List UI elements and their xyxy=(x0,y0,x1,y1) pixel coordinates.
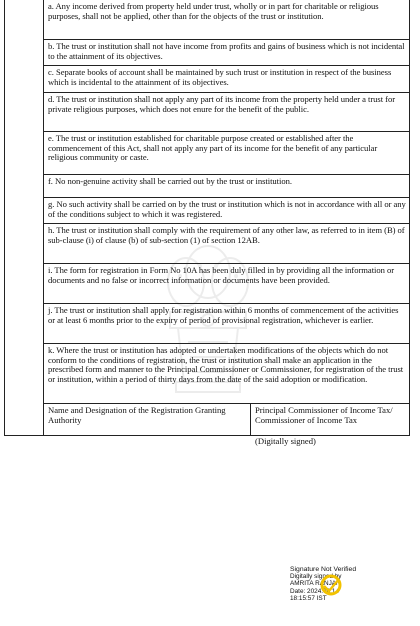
condition-b xyxy=(44,40,410,66)
condition-e xyxy=(44,132,410,175)
condition-text: d. The trust or institution shall not apply any part of its income from the property held under a trust for private religious purposes, which does not enure for the benefit of the public. xyxy=(48,94,396,114)
condition-i xyxy=(44,264,410,304)
condition-text: h. The trust or institution shall comply with the requirement of any other law, as referred to in item (B) of sub-clause (i) of clause (b) of sub-section (1) of section 12AB. xyxy=(48,225,405,245)
condition-text: g. No such activity shall be carried on by the trust or institution which is not in accordance with all or any of the conditions subject to which it was registered. xyxy=(48,199,406,219)
condition-text: b. The trust or institution shall not have income from profits and gains of business which is not incidental to the attainment of its objectives. xyxy=(48,41,405,61)
condition-text: j. The trust or institution shall apply for registration within 6 months of commencement of the activities or at least 6 months prior to the expiry of period of provisional registration, whichever is earlier. xyxy=(48,305,399,325)
digital-signature-block[interactable] xyxy=(290,566,410,602)
signer-name: AMRITA RANJAN xyxy=(290,580,341,588)
authority-designation-cell xyxy=(255,406,407,447)
condition-text: e. The trust or institution established for charitable purpose created or established after the commencement of this Act, shall not apply any part of its income for the benefit of any particular religious community or caste. xyxy=(48,133,378,163)
condition-text: k. Where the trust or institution has adopted or undertaken modifications of the objects which do not conform to the conditions of registration, the trust or institution shall make an application in the prescribed form and manner to the Principal Commissioner or Commissioner, for registration of the trust or institution, within a period of thirty days from the date of the said adoption or modification. xyxy=(48,345,404,384)
condition-text: i. The form for registration in Form No 10A has been duly filled in by providing all the information or documents and no false or incorrect information or documents have been provided. xyxy=(48,265,395,285)
condition-a xyxy=(44,0,410,40)
condition-d xyxy=(44,93,410,132)
signature-time: 18:15:57 IST xyxy=(290,594,327,602)
condition-h xyxy=(44,224,410,264)
signature-date: Date: 2024.06.14 xyxy=(290,587,340,595)
authority-row xyxy=(44,404,410,447)
condition-c xyxy=(44,66,410,93)
condition-j xyxy=(44,304,410,344)
authority-label: Name and Designation of the Registration Granting Authority xyxy=(48,405,226,425)
signed-by-label: Digitally signed by xyxy=(290,573,342,581)
authority-designation: Principal Commissioner of Income Tax/ Commissioner of Income Tax xyxy=(255,405,393,425)
condition-text: f. No non-genuine activity shall be carried out by the trust or institution. xyxy=(48,176,292,186)
condition-text: a. Any income derived from property held under trust, wholly or in part for charitable or religious purposes, shall not be applied, other than for the objects of the trust or institution. xyxy=(48,1,379,21)
authority-divider xyxy=(250,404,251,436)
condition-k xyxy=(44,344,410,404)
digitally-signed-note: (Digitally signed) xyxy=(255,436,316,447)
signature-status: Signature Not Verified xyxy=(290,566,357,573)
condition-g xyxy=(44,198,410,224)
signature-check-icon xyxy=(318,572,344,598)
condition-f xyxy=(44,175,410,198)
condition-text: c. Separate books of account shall be maintained by such trust or institution in respect of the business which is incidental to the attainment of its objectives. xyxy=(48,67,392,87)
